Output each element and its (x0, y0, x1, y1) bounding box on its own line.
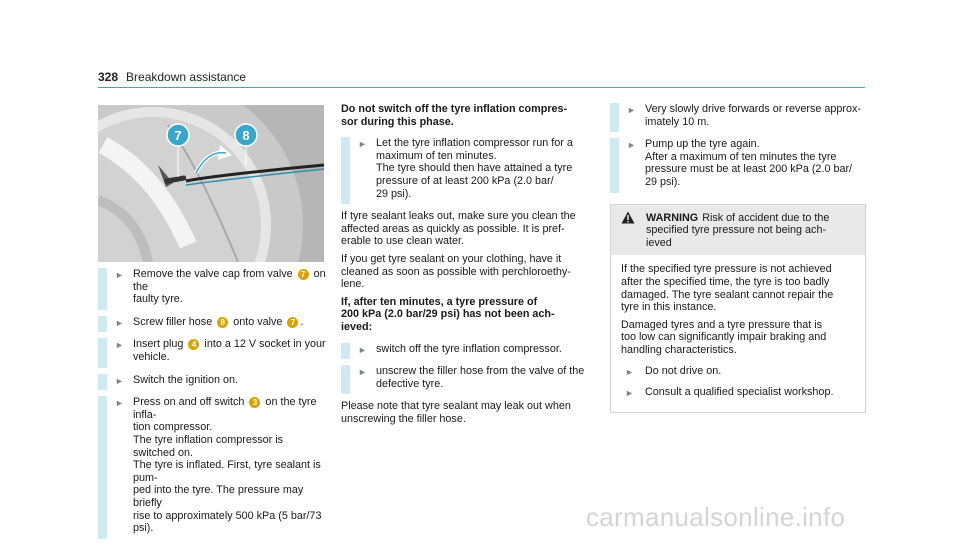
warning-step-do-not-drive: ► Do not drive on. (625, 364, 722, 377)
tyre-valve-illustration (98, 105, 324, 262)
step-bar (98, 374, 107, 391)
step-arrow-icon: ► (115, 398, 124, 409)
phase-heading: Do not switch off the tyre inflation compres- sor during this phase. (341, 103, 568, 128)
clothing-note: If you get tyre sealant on your clothing, have it cleaned as soon as possible with perchloroethy- lene. (341, 252, 571, 291)
step-press-switch: ► Press on and off switch 3 on the tyre infla- tion compressor. The tyre inflation compressor is switched on. The tyre is inflated. First, tyre sealant is pum- ped into the tyre. The pressure may briefly rise to approximately 500 kPa (5 bar/73 psi). (98, 396, 328, 535)
step-arrow-icon: ► (115, 375, 124, 386)
watermark-text: carmanualsonline.info (586, 502, 846, 532)
callout-number-4: 4 (188, 339, 199, 350)
step-switch-off-compressor: ► switch off the tyre inflation compressor. (341, 343, 598, 356)
warning-triangle-icon (621, 211, 635, 228)
warning-label: WARNING (646, 211, 699, 224)
page-header (98, 70, 246, 84)
page-number: 328 (98, 70, 119, 84)
step-arrow-icon: ► (625, 388, 634, 399)
warning-header (611, 205, 865, 256)
header-divider (98, 87, 865, 88)
illustration-graphic (98, 105, 324, 262)
callout-number-3: 3 (249, 397, 260, 408)
step-bar (341, 343, 350, 360)
step-bar (98, 268, 107, 310)
step-arrow-icon: ► (358, 139, 367, 150)
step-arrow-icon: ► (627, 140, 636, 151)
step-arrow-icon: ► (358, 367, 367, 378)
step-arrow-icon: ► (115, 340, 124, 351)
step-switch-ignition: ► Switch the ignition on. (98, 374, 328, 387)
step-bar (98, 338, 107, 367)
step-arrow-icon: ► (625, 366, 634, 377)
callout-7-label: 7 (174, 128, 182, 143)
step-bar (98, 316, 107, 333)
step-arrow-icon: ► (115, 317, 124, 328)
step-bar (98, 396, 107, 539)
step-bar (341, 137, 350, 204)
step-arrow-icon: ► (627, 105, 636, 115)
callout-8-label: 8 (242, 128, 250, 143)
warning-para-2: Damaged tyres and a tyre pressure that is too low can significantly impair braking and handling characteristics. (621, 318, 827, 356)
warning-body (611, 255, 865, 411)
warning-step-consult-workshop: ► Consult a qualified specialist workshop. (625, 386, 834, 399)
step-unscrew-hose: ► unscrew the filler hose from the valve of the defective tyre. (341, 365, 598, 390)
warning-box (610, 204, 866, 413)
right-column (610, 103, 866, 413)
section-title: Breakdown assistance (126, 70, 247, 84)
step-bar (610, 138, 619, 192)
step-pump-up-again: ► Pump up the tyre again. After a maximum of ten minutes the tyre pressure must be at least 200 kPa (2.0 bar/ 29 psi). (610, 138, 866, 188)
pressure-not-achieved-heading: If, after ten minutes, a tyre pressure of 200 kPa (2.0 bar/29 psi) has not been ach- ieved: (341, 295, 555, 333)
step-insert-plug: ► Insert plug 4 into a 12 V socket in your vehicle. (98, 338, 328, 363)
step-drive-slowly: ► Very slowly drive forwards or reverse approx- imately 10 m. (610, 103, 866, 128)
step-bar (341, 365, 350, 394)
step-remove-valve-cap: ► Remove the valve cap from valve 7 on the faulty tyre. (98, 268, 328, 306)
leak-on-unscrew-note: Please note that tyre sealant may leak out when unscrewing the filler hose. (341, 400, 571, 425)
warning-para-1: If the specified tyre pressure is not achieved after the specified time, the tyre is too badly damaged. The tyre sealant cannot repair the tyre in this instance. (621, 263, 834, 314)
callout-number-7: 7 (287, 317, 298, 328)
step-arrow-icon: ► (115, 270, 124, 280)
step-arrow-icon: ► (358, 344, 367, 355)
sealant-leak-note: If tyre sealant leaks out, make sure you clean the affected areas as quickly as possible. It is pref- erable to use clean water. (341, 210, 576, 248)
step-screw-filler-hose: ► Screw filler hose 8 onto valve 7 . (98, 316, 328, 329)
warning-title: Risk of accident due to the specified tyre pressure not being ach- ieved (646, 211, 830, 249)
callout-number-8: 8 (217, 317, 228, 328)
callout-number-7: 7 (298, 269, 309, 280)
step-run-compressor: ► Let the tyre inflation compressor run for a maximum of ten minutes. The tyre should then have attained a tyre pressure of at least 200 kPa (2.0 bar/ 29 psi). (341, 137, 598, 200)
left-column (98, 268, 328, 545)
middle-column (341, 103, 598, 430)
step-bar (610, 103, 619, 132)
